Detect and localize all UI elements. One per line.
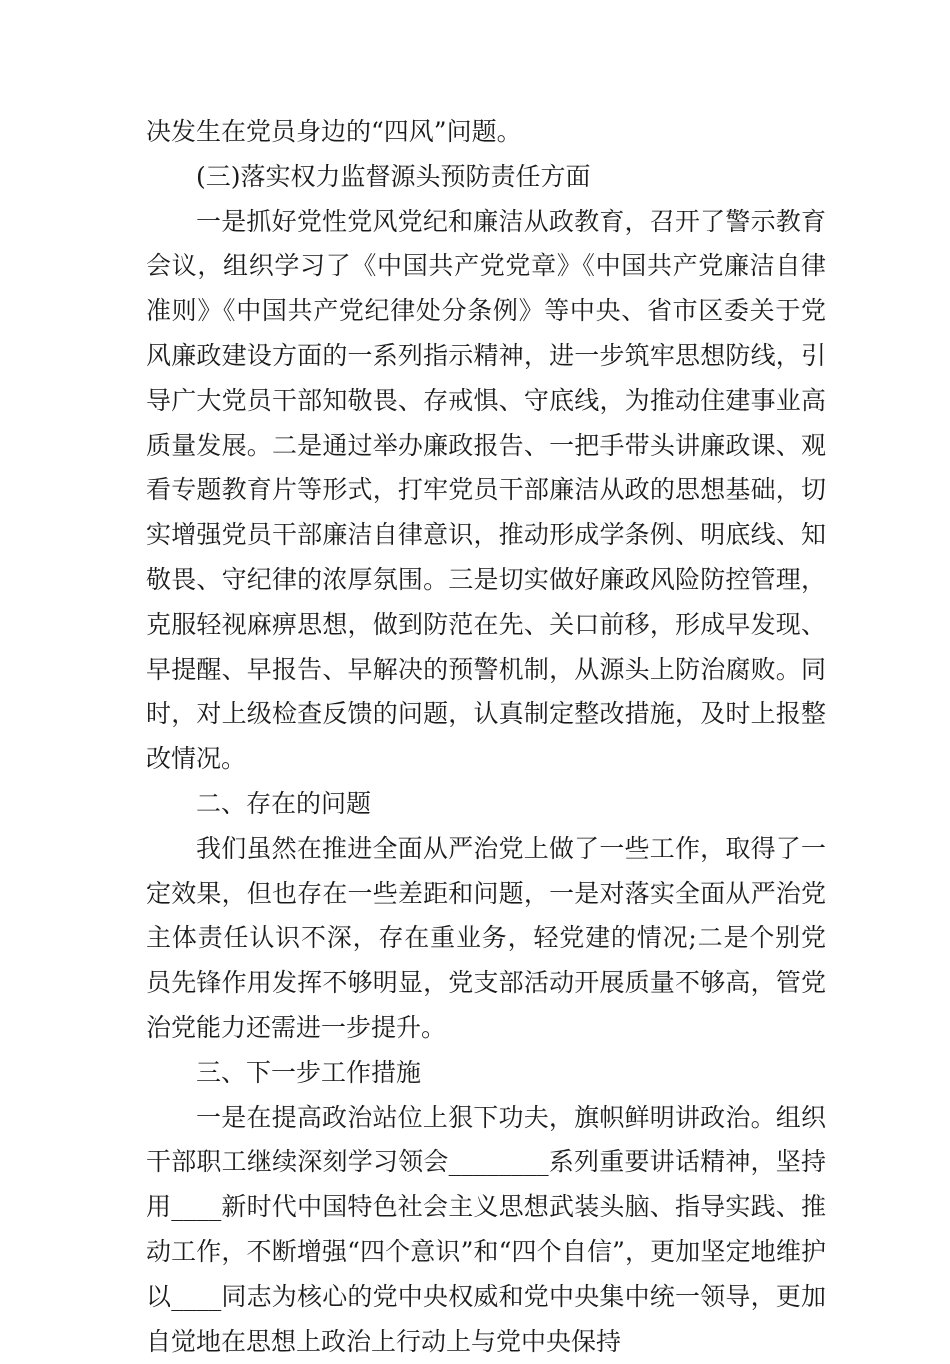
section-heading-3: (三)落实权力监督源头预防责任方面	[196, 161, 591, 191]
document-body	[146, 110, 826, 1364]
paragraph-continuation: 决发生在党员身边的“四风”问题。	[146, 117, 522, 146]
paragraph-problems: 我们虽然在推进全面从严治党上做了一些工作，取得了一定效果，但也存在一些差距和问题，一是对落实全面从严治党主体责任认识不深，存在重业务，轻党建的情况;二是个别党员先锋作用发挥不够明显，党支部活动开展质量不够高，管党治党能力还需进一步提升。	[146, 833, 826, 1042]
section-heading-next-steps: 三、下一步工作措施	[196, 1057, 422, 1087]
section-heading-problems: 二、存在的问题	[196, 788, 372, 818]
paragraph-next-steps: 一是在提高政治站位上狠下功夫，旗帜鲜明讲政治。组织干部职工继续深刻学习领会________系列重要讲话精神，坚持用____新时代中国特色社会主义思想武装头脑、指导实践、推动工作，不断增强“四个意识”和“四个自信”，更加坚定地维护以____同志为核心的党中央权威和党中央集中统一领导，更加自觉地在思想上政治上行动上与党中央保持	[146, 1102, 826, 1356]
paragraph-education: 一是抓好党性党风党纪和廉洁从政教育，召开了警示教育会议，组织学习了《中国共产党党章》《中国共产党廉洁自律准则》《中国共产党纪律处分条例》等中央、省市区委关于党风廉政建设方面的一系列指示精神，进一步筑牢思想防线，引导广大党员干部知敬畏、存戒惧、守底线，为推动住建事业高质量发展。二是通过举办廉政报告、一把手带头讲廉政课、观看专题教育片等形式，打牢党员干部廉洁从政的思想基础，切实增强党员干部廉洁自律意识，推动形成学条例、明底线、知敬畏、守纪律的浓厚氛围。三是切实做好廉政风险防控管理，克服轻视麻痹思想，做到防范在先、关口前移，形成早发现、早提醒、早报告、早解决的预警机制，从源头上防治腐败。同时，对上级检查反馈的问题，认真制定整改措施，及时上报整改情况。	[146, 206, 826, 774]
